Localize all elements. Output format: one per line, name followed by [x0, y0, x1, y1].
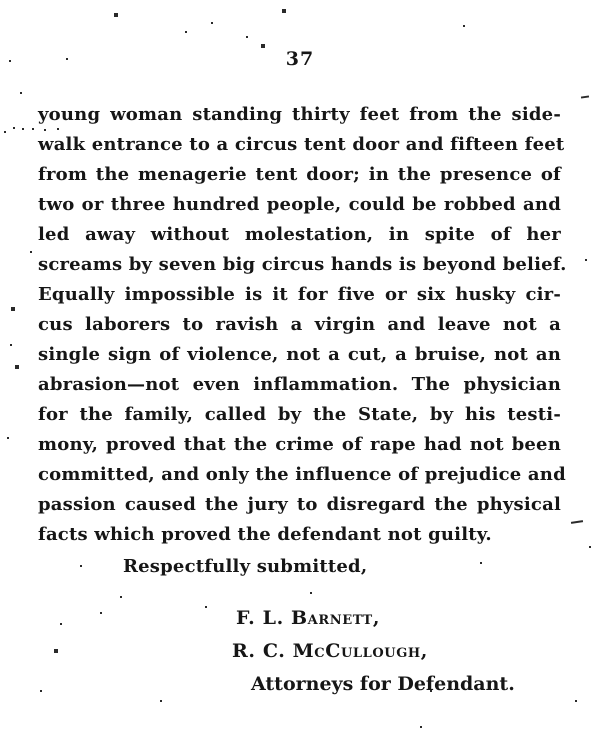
page-number: 37 — [285, 48, 315, 70]
text-line: two or three hundred people, could be robbed and — [38, 194, 561, 215]
scan-artifact — [581, 95, 589, 98]
attorney-name-mccullough: R. C. McCullough, — [232, 640, 429, 662]
text-line: for the family, called by the State, by his testi- — [38, 404, 561, 425]
text-line: from the menagerie tent door; in the presence of — [38, 164, 561, 185]
text-line: cus laborers to ravish a virgin and leave not a — [38, 314, 561, 335]
text-line: walk entrance to a circus tent door and fifteen feet — [38, 134, 565, 155]
text-line: abrasion—not even inflammation. The physician — [38, 374, 561, 395]
closing-line: Respectfully submitted, — [123, 556, 368, 577]
text-line: passion caused the jury to disregard the physical — [38, 494, 561, 515]
text-line: led away without molestation, in spite of her — [38, 224, 561, 245]
text-line: mony, proved that the crime of rape had not been — [38, 434, 561, 455]
text-line: screams by seven big circus hands is beyond belief. — [38, 254, 567, 275]
scan-noise — [0, 0, 2, 2]
scan-artifact — [571, 520, 583, 524]
text-line: facts which proved the defendant not guilty. — [38, 524, 492, 545]
body-paragraph — [38, 100, 567, 582]
text-line: young woman standing thirty feet from the side- — [38, 104, 561, 125]
text-line: single sign of violence, not a cut, a bruise, not an — [38, 344, 561, 365]
signature-block — [232, 602, 515, 701]
text-line: committed, and only the influence of prejudice and — [38, 464, 566, 485]
text-line: Equally impossible is it for five or six husky cir- — [38, 284, 561, 305]
attorney-name-barnett: F. L. Barnett, — [236, 607, 381, 629]
attorney-title: Attorneys for Defendant. — [251, 673, 515, 695]
